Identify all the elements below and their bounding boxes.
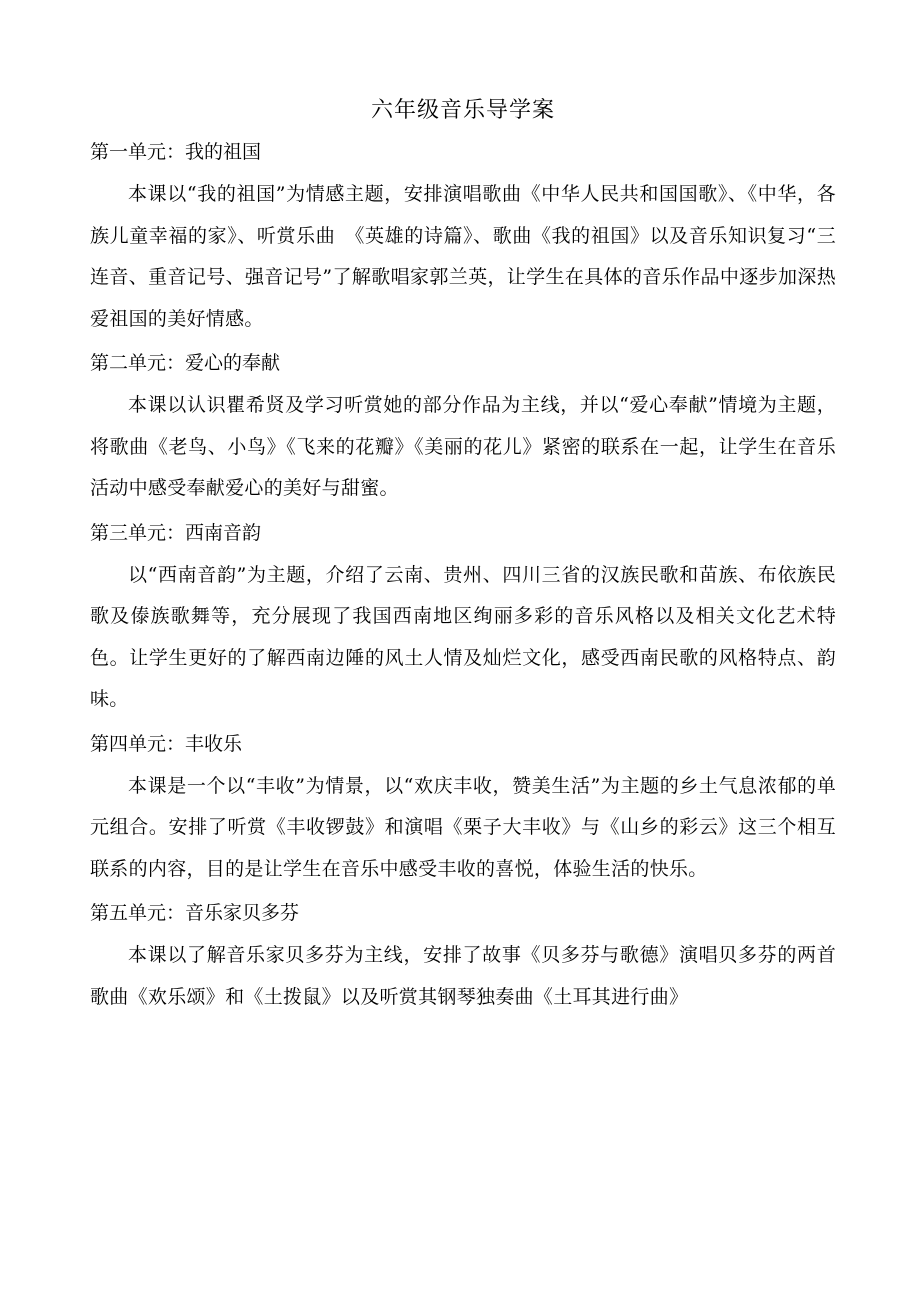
unit-section-2	[90, 350, 836, 510]
document-page	[90, 95, 836, 1018]
unit-name: 西南音韵	[185, 521, 262, 544]
unit-separator: ：	[166, 352, 186, 374]
unit-separator: ：	[166, 902, 186, 924]
unit-section-5	[90, 900, 836, 1018]
unit-label: 第四单元	[90, 732, 167, 755]
unit-heading	[90, 731, 836, 757]
unit-heading	[90, 350, 836, 376]
document-title: 六年级音乐导学案	[370, 98, 555, 123]
unit-paragraph: 本课是一个以“丰收”为情景，以“欢庆丰收，赞美生活”为主题的乡土气息浓郁的单元组合。安排了听赏《丰收锣鼓》和演唱《栗子大丰收》与《山乡的彩云》这三个相互联系的内容，目的是让学生在音乐中感受丰收的喜悦，体验生活的快乐。	[90, 774, 836, 880]
unit-name: 我的祖国	[185, 141, 262, 163]
unit-section-3	[90, 520, 836, 721]
unit-paragraph: 本课以了解音乐家贝多芬为主线，安排了故事《贝多芬与歌德》演唱贝多芬的两首歌曲《欢乐颂》和《土拨鼠》以及听赏其钢琴独奏曲《土耳其进行曲》	[90, 944, 836, 1008]
unit-heading	[90, 520, 836, 546]
unit-paragraph: 本课以“我的祖国”为情感主题，安排演唱歌曲《中华人民共和国国歌》、《中华，各族儿童幸福的家》、听赏乐曲 《英雄的诗篇》、歌曲《我的祖国》以及音乐知识复习“三连音、重音记号、强音记号”了解歌唱家郭兰英，让学生在具体的音乐作品中逐步加深热爱祖国的美好情感。	[90, 183, 836, 330]
unit-name: 音乐家贝多芬	[185, 902, 300, 924]
unit-paragraph: 本课以认识瞿希贤及学习听赏她的部分作品为主线，并以“爱心奉献”情境为主题，将歌曲《老鸟、小鸟》《飞来的花瓣》《美丽的花儿》紧密的联系在一起，让学生在音乐活动中感受奉献爱心的美好与甜蜜。	[90, 394, 836, 499]
unit-heading	[90, 900, 836, 926]
unit-label: 第二单元	[90, 352, 167, 374]
unit-section-1	[90, 139, 836, 340]
unit-name: 爱心的奉献	[185, 352, 281, 374]
unit-label: 第一单元	[90, 141, 167, 163]
unit-label: 第五单元	[90, 902, 167, 924]
unit-name: 丰收乐	[185, 732, 243, 755]
unit-section-4	[90, 731, 836, 891]
unit-label: 第三单元	[90, 521, 167, 544]
unit-separator: ：	[166, 521, 186, 544]
unit-separator: ：	[166, 141, 186, 163]
unit-paragraph: 以“西南音韵”为主题，介绍了云南、贵州、四川三省的汉族民歌和苗族、布依族民歌及傣族歌舞等，充分展现了我国西南地区绚丽多彩的音乐风格以及相关文化艺术特色。让学生更好的了解西南边陲的风土人情及灿烂文化，感受西南民歌的风格特点、韵味。	[90, 563, 836, 710]
unit-heading	[90, 139, 836, 165]
unit-separator: ：	[166, 732, 186, 755]
